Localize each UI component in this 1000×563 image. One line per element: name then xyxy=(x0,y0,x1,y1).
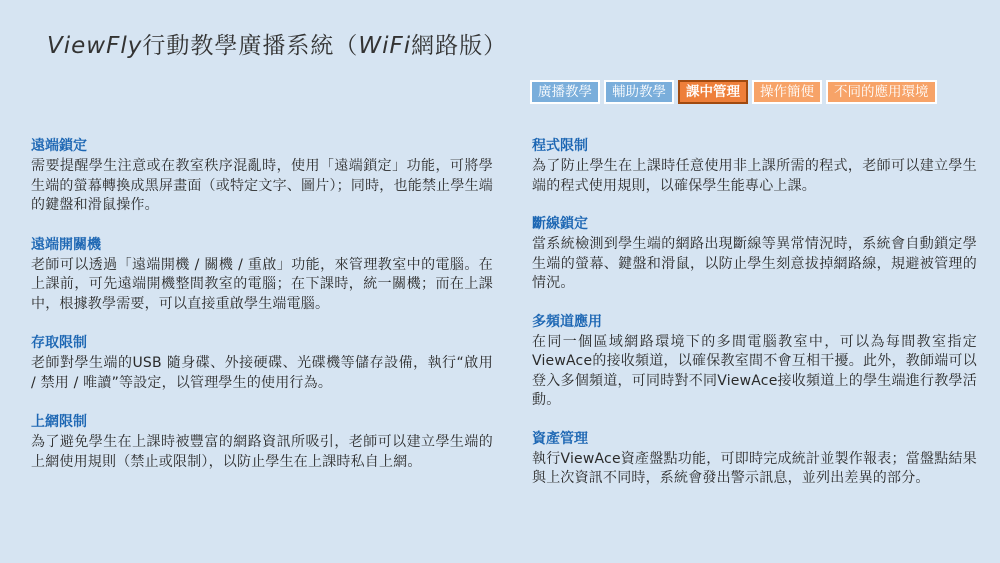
section-body: 為了防止學生在上課時任意使用非上課所需的程式，老師可以建立學生端的程式使用規則，以確保學生能專心上課。 xyxy=(532,158,977,194)
title-end: 網路版） xyxy=(411,33,508,59)
tab-application-environments[interactable]: 不同的應用環境 xyxy=(826,80,937,104)
section-body: 當系統檢測到學生端的網路出現斷線等異常情況時，系統會自動鎖定學生端的螢幕、鍵盤和滑鼠，以防止學生刻意拔掉網路線，規避被管理的情況。 xyxy=(532,236,977,291)
tab-bar xyxy=(530,80,937,104)
section-body: 老師對學生端的USB 隨身碟、外接硬碟、光碟機等儲存設備，執行“啟用 / 禁用 / 唯讀”等設定，以管理學生的使用行為。 xyxy=(31,355,493,391)
left-column xyxy=(31,137,493,492)
section-asset-management xyxy=(532,430,977,489)
section-title: 斷線鎖定 xyxy=(532,216,588,232)
section-multi-channel xyxy=(532,313,977,411)
section-storage-restriction xyxy=(31,334,493,393)
page-title xyxy=(47,27,507,60)
section-title: 遠端開關機 xyxy=(31,236,101,253)
section-title: 多頻道應用 xyxy=(532,313,602,330)
title-brand: ViewFly xyxy=(47,33,143,59)
section-remote-lock xyxy=(31,137,493,216)
section-body: 老師可以透過「遠端開機 / 關機 / 重啟」功能，來管理教室中的電腦。在上課前，可先遠端開機整間教室的電腦；在下課時，統一關機；而在上課中，根據教學需要，可以直接重啟學生端電腦。 xyxy=(31,256,493,312)
section-internet-restriction xyxy=(31,413,493,472)
tab-broadcast-teaching[interactable]: 廣播教學 xyxy=(530,80,600,104)
section-title: 程式限制 xyxy=(532,138,588,154)
title-wifi: WiFi xyxy=(358,33,412,59)
section-remote-power xyxy=(31,236,493,315)
section-program-restriction xyxy=(532,137,977,196)
section-title: 存取限制 xyxy=(31,335,87,351)
title-mid: 行動教學廣播系統（ xyxy=(142,33,359,59)
tab-class-management[interactable]: 課中管理 xyxy=(678,80,748,104)
tab-assisted-teaching[interactable]: 輔助教學 xyxy=(604,80,674,104)
section-body: 為了避免學生在上課時被豐富的網路資訊所吸引，老師可以建立學生端的上網使用規則（禁止或限制），以防止學生在上課時私自上網。 xyxy=(31,434,493,470)
section-body: 需要提醒學生注意或在教室秩序混亂時，使用「遠端鎖定」功能，可將學生端的螢幕轉換成黑屏畫面（或特定文字、圖片）；同時，也能禁止學生端的鍵盤和滑鼠操作。 xyxy=(31,158,493,213)
right-column xyxy=(532,137,977,508)
section-title: 遠端鎖定 xyxy=(31,138,87,154)
section-title: 上網限制 xyxy=(31,414,87,430)
tab-easy-operation[interactable]: 操作簡便 xyxy=(752,80,822,104)
section-body: 在同一個區域網路環境下的多間電腦教室中，可以為每間教室指定ViewAce的接收頻道，以確保教室間不會互相干擾。此外，教師端可以登入多個頻道，可同時對不同ViewAce接收頻道上的學生端進行教學活動。 xyxy=(532,333,977,408)
section-disconnect-lock xyxy=(532,215,977,294)
section-body: 執行ViewAce資產盤點功能，可即時完成統計並製作報表；當盤點結果與上次資訊不同時，系統會發出警示訊息，並列出差異的部分。 xyxy=(532,450,977,486)
section-title: 資產管理 xyxy=(532,430,588,447)
